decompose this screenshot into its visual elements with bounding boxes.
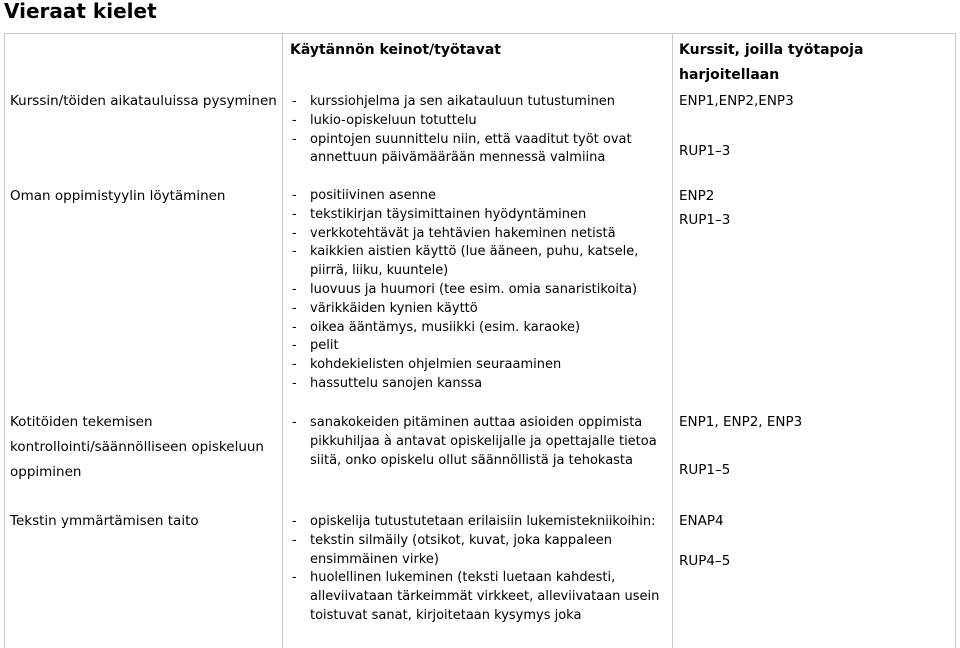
course-code: ENAP4 [679,513,724,529]
list-item: - luovuus ja huumori (tee esim. omia sanaristikoita) [290,281,675,300]
row-methods-list [290,93,675,168]
row-skill: Kotitöiden tekemisen kontrollointi/säännölliseen opiskeluun oppiminen [10,414,264,480]
page-title: Vieraat kielet [4,0,157,23]
list-item: - huolellinen lukeminen (teksti luetaan kahdesti, alleviivataan tärkeimmät virkkeet, alleviivataan usein toistuvat sanat, kirjoitetaan kysymys joka [290,569,675,625]
header-courses: Kurssit, joilla työtapoja harjoitellaan [679,42,864,83]
column-divider-1 [282,33,283,648]
table-border-left [4,33,5,648]
list-item: - sanakokeiden pitäminen auttaa asioiden oppimista pikkuhiljaa à antavat opiskelijalle ja opettajalle tietoa siitä, onko opiskelu ollut säännöllistä ja tehokasta [290,414,675,470]
list-item: - opintojen suunnittelu niin, että vaaditut työt ovat annettuun päivämäärään mennessä valmiina [290,131,675,169]
course-code: RUP4–5 [679,553,731,569]
course-code: ENP1, ENP2, ENP3 [679,414,803,430]
row-courses [679,89,949,164]
list-item: - kurssiohjelma ja sen aikatauluun tutustuminen [290,93,675,112]
list-item: - kaikkien aistien käyttö (lue ääneen, puhu, katsele, piirrä, liiku, kuuntele) [290,243,675,281]
list-item: - lukio-opiskeluun totuttelu [290,112,675,131]
list-item: - verkkotehtävät ja tehtävien hakeminen netistä [290,225,675,244]
list-item: - positiivinen asenne [290,187,675,206]
row-skill: Kurssin/töiden aikatauluissa pysyminen [10,93,277,109]
row-skill: Tekstin ymmärtämisen taito [10,513,199,529]
course-code: RUP1–5 [679,462,731,478]
list-item: - kohdekielisten ohjelmien seuraaminen [290,356,675,375]
list-item: - tekstikirjan täysimittainen hyödyntäminen [290,206,675,225]
row-methods-list [290,187,675,394]
list-item: - pelit [290,337,675,356]
list-item: - opiskelija tutustutetaan erilaisiin lukemistekniikoihin: [290,513,675,532]
row-courses [679,184,949,233]
course-code: ENP1,ENP2,ENP3 [679,93,794,109]
table-border-right [955,33,956,648]
table-border-top [4,33,956,34]
row-courses [679,410,949,483]
list-item: - hassuttelu sanojen kanssa [290,375,675,394]
row-methods-list [290,414,675,470]
list-item: - värikkäiden kynien käyttö [290,300,675,319]
row-methods-list [290,513,675,626]
course-code: RUP1–3 [679,212,731,228]
list-item: - oikea ääntämys, musiikki (esim. karaoke) [290,319,675,338]
course-code: ENP2 [679,188,715,204]
list-item: - tekstin silmäily (otsikot, kuvat, joka kappaleen ensimmäinen virke) [290,532,675,570]
header-methods: Käytännön keinot/työtavat [290,42,501,58]
row-courses [679,509,949,574]
course-code: RUP1–3 [679,143,731,159]
row-skill: Oman oppimistyylin löytäminen [10,188,226,204]
